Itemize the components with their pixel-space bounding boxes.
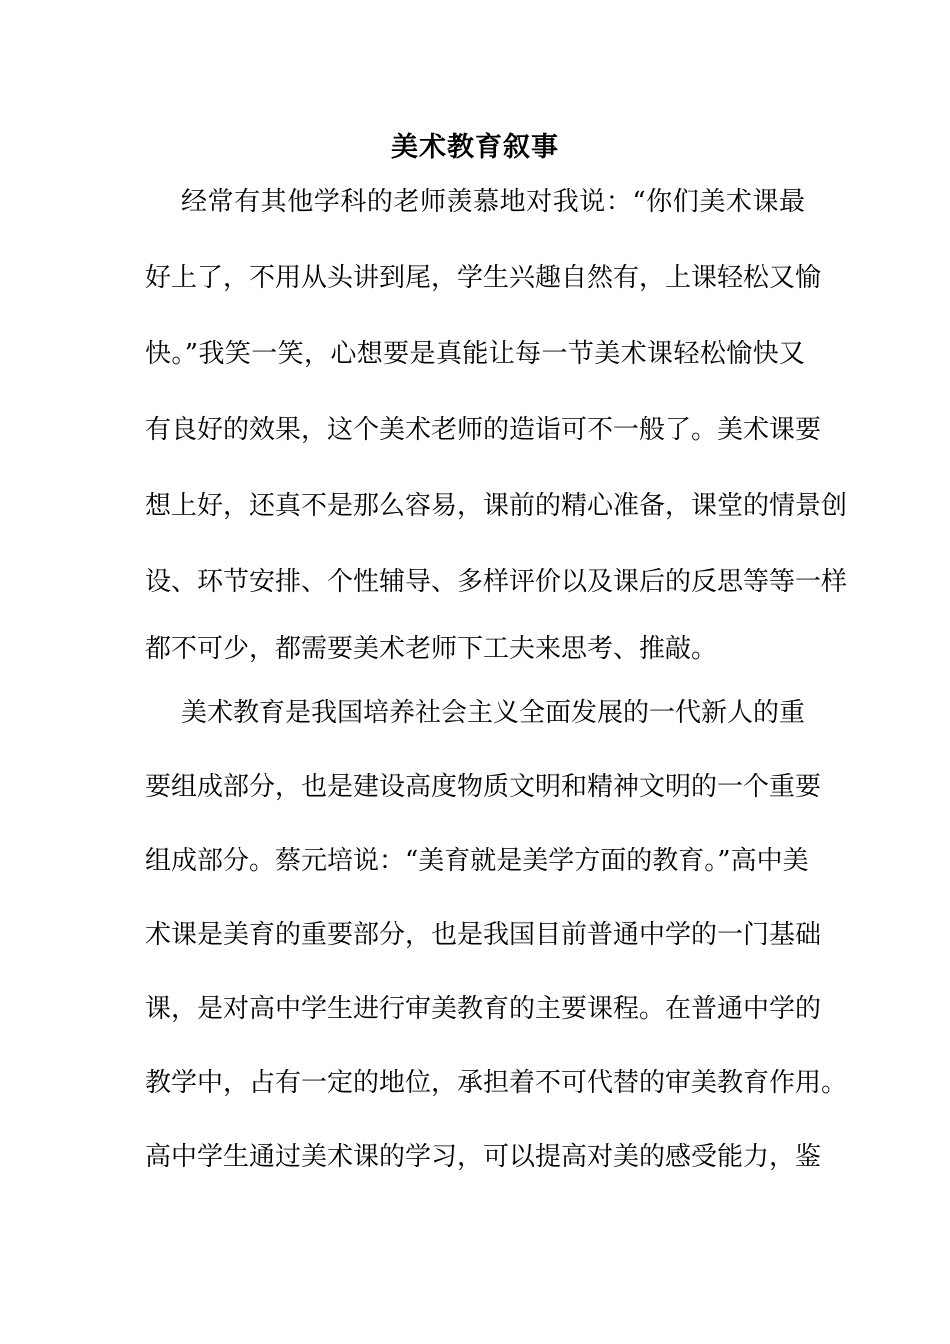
paragraph-1-line-7: 都不可少，都需要美术老师下工夫来思考、推敲。 <box>145 634 718 664</box>
paragraph-2-line-1: 美术教育是我国培养社会主义全面发展的一代新人的重 <box>181 698 806 728</box>
document-title: 美术教育叙事 <box>391 132 559 163</box>
paragraph-2-line-5: 课，是对高中学生进行审美教育的主要课程。在普通中学的 <box>145 994 822 1024</box>
paragraph-2-line-2: 要组成部分，也是建设高度物质文明和精神文明的一个重要 <box>145 772 822 802</box>
paragraph-1-line-3: 快。”我笑一笑，心想要是真能让每一节美术课轻松愉快又 <box>145 339 805 369</box>
paragraph-1-line-6: 设、环节安排、个性辅导、多样评价以及课后的反思等等一样 <box>145 567 848 597</box>
paragraph-2-line-6: 教学中，占有一定的地位，承担着不可代替的审美教育作用。 <box>145 1068 848 1098</box>
paragraph-2-line-3: 组成部分。蔡元培说：“美育就是美学方面的教育。”高中美 <box>145 846 809 876</box>
paragraph-2-line-4: 术课是美育的重要部分，也是我国目前普通中学的一门基础 <box>145 920 822 950</box>
paragraph-1-line-5: 想上好，还真不是那么容易，课前的精心准备，课堂的情景创 <box>145 491 848 521</box>
paragraph-1-line-4: 有良好的效果，这个美术老师的造诣可不一般了。美术课要 <box>145 415 822 445</box>
paragraph-1-line-1: 经常有其他学科的老师羡慕地对我说：“你们美术课最 <box>181 187 805 217</box>
paragraph-2-line-7: 高中学生通过美术课的学习，可以提高对美的感受能力，鉴 <box>145 1142 822 1172</box>
paragraph-1-line-2: 好上了，不用从头讲到尾，学生兴趣自然有，上课轻松又愉 <box>145 263 822 293</box>
